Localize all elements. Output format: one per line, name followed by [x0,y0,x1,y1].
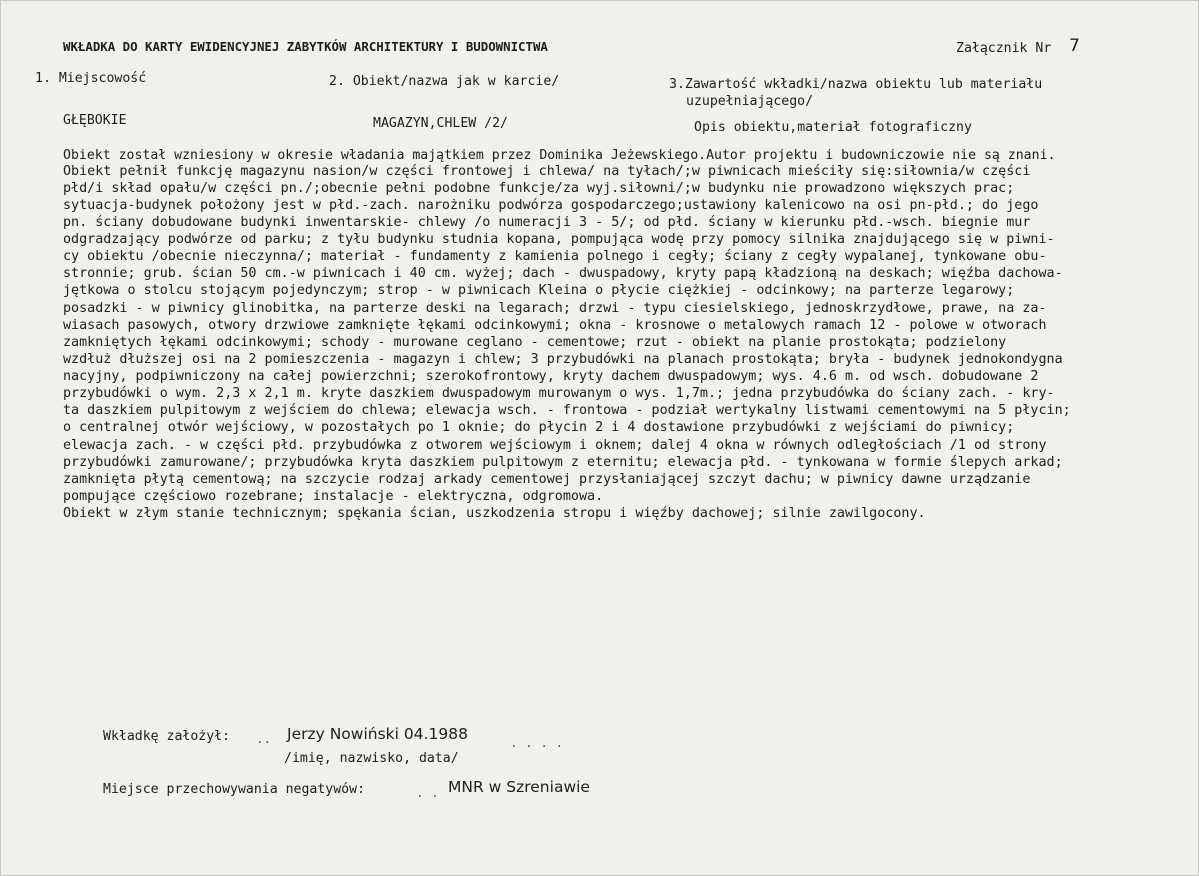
object-label: 2. Obiekt/nazwa jak w karcie/ [329,74,560,89]
description-line: sytuacja-budynek położony jest w płd.-zach. narożniku podwórza gospodarczego;ustawiony kalenicowo na osi pn-płd.; do jego [63,198,1039,213]
description-line: jętkowa o stolcu stojącym pojedynczym; strop - w piwnicach Kleina o płycie ciężkiej - odcinkowy; na parterze legarowy; [63,283,1015,298]
created-by-hint: /imię, nazwisko, data/ [284,751,459,766]
description-line: Obiekt pełnił funkcję magazynu nasion/w części frontowej i chlewa/ na tyłach/;w piwnicach mieściły się:siłownia/w części [63,164,1031,179]
description-line: o centralnej otwór wejściowy, w pozostałych po 1 oknie; do płycin 2 i 4 dostawione przybudówki z wejściami do piwnicy; [63,420,1015,435]
description-line: pn. ściany dobudowane budynki inwentarskie- chlewy /o numeracji 3 - 5/; od płd. ściany w kierunku płd.-wsch. biegnie mur [63,215,1031,230]
description-line: pompujące częściowo rozebrane; instalacje - elektryczna, odgromowa. [63,489,604,504]
description-line: przybudówki o wym. 2,3 x 2,1 m. kryte daszkiem dwuspadowym murowanym o wys. 1,7m.; jedna przybudówka do ściany zach. - kry- [63,386,1055,401]
description-line: Obiekt w złym stanie technicznym; spękania ścian, uszkodzenia stropu i więźby dachowej; silnie zawilgocony. [63,506,926,521]
description-line: wiasach pasowych, otwory drzwiowe zamknięte łękami odcinkowymi; okna - krosnowe o metalowych ramach 12 - polowe w otworach [63,318,1047,333]
object-value: MAGAZYN,CHLEW /2/ [373,116,508,131]
negatives-location-value: MNR w Szreniawie [448,778,590,796]
negatives-location-label: Miejsce przechowywania negatywów: [103,782,366,797]
content-label-line-1: 3.Zawartość wkładki/nazwa obiektu lub materiału [669,77,1043,92]
created-by-label: Wkładkę założył: [103,729,231,744]
description-line: wzdłuż dłuższej osi na 2 pomieszczenia - magazyn i chlew; 3 przybudówki na planach prostokąta; bryła - budynek jednokondygna [63,352,1063,367]
created-by-value: Jerzy Nowiński 04.1988 [287,725,468,743]
attachment-label: Załącznik Nr [956,41,1052,56]
description-line: nacyjny, podpiwniczony na całej powierzchni; szerokofrontowy, kryty dachem dwuspadowym; wys. 4.6 m. od wsch. dobudowane 2 [63,369,1039,384]
content-value: Opis obiektu,materiał fotograficzny [694,120,972,135]
dotted-leader: .. [256,731,272,746]
document-title: WKŁADKA DO KARTY EWIDENCYJNEJ ZABYTKÓW ARCHITEKTURY I BUDOWNICTWA [63,39,548,54]
description-line: stronnie; grub. ścian 50 cm.-w piwnicach i 40 cm. wyżej; dach - dwuspadowy, kryty papą kładzioną na deskach; więźba dachowa- [63,266,1063,281]
description-line: posadzki - w piwnicy glinobitka, na parterze deski na legarach; drzwi - typu ciesielskiego, jednoskrzydłowe, prawe, na za- [63,301,1047,316]
description-line: odgradzający podwórze od parku; z tyłu budynku studnia kopana, pompująca wodę przy pomocy silnika znajdującego się w piwni- [63,232,1055,247]
dotted-leader: . . . . [510,735,564,750]
dotted-leader: . . [416,785,439,800]
attachment-number: 7 [1069,36,1080,56]
description-line: elewacja zach. - w części płd. przybudówka z otworem wejściowym i oknem; dalej 4 okna w równych odległościach /1 od strony [63,438,1047,453]
content-label-line-2: uzupełniającego/ [686,94,814,109]
place-value: GŁĘBOKIE [63,113,127,128]
place-label: 1. Miejscowość [35,71,147,86]
description-line: Obiekt został wzniesiony w okresie władania majątkiem przez Dominika Jeżewskiego.Autor projektu i budowniczowie nie są znani. [63,148,1056,163]
description-line: cy obiektu /obecnie nieczynna/; materiał - fundamenty z kamienia polnego i cegły; ściany z cegły wypalanej, tynkowane obu- [63,249,1047,264]
description-line: płd/i skład opału/w części pn./;obecnie pełni podobne funkcje/za wyj.siłowni/;w budynku nie prowadzono większych prac; [63,181,1015,196]
description-line: zamknięta płytą cementową; na szczycie rodzaj arkady cementowej przysłaniającej szczyt dachu; w piwnicy dawne urządzanie [63,472,1031,487]
description-line: przybudówki zamurowane/; przybudówka kryta daszkiem pulpitowym z eternitu; elewacja płd. - tynkowana w formie ślepych arkad; [63,455,1063,470]
description-line: ta daszkiem pulpitowym z wejściem do chlewa; elewacja wsch. - frontowa - podział wertykalny listwami cementowymi na 5 płycin; [63,403,1071,418]
description-line: zamkniętych łękami odcinkowymi; schody - murowane ceglano - cementowe; rzut - obiekt na planie prostokąta; podzielony [63,335,1007,350]
